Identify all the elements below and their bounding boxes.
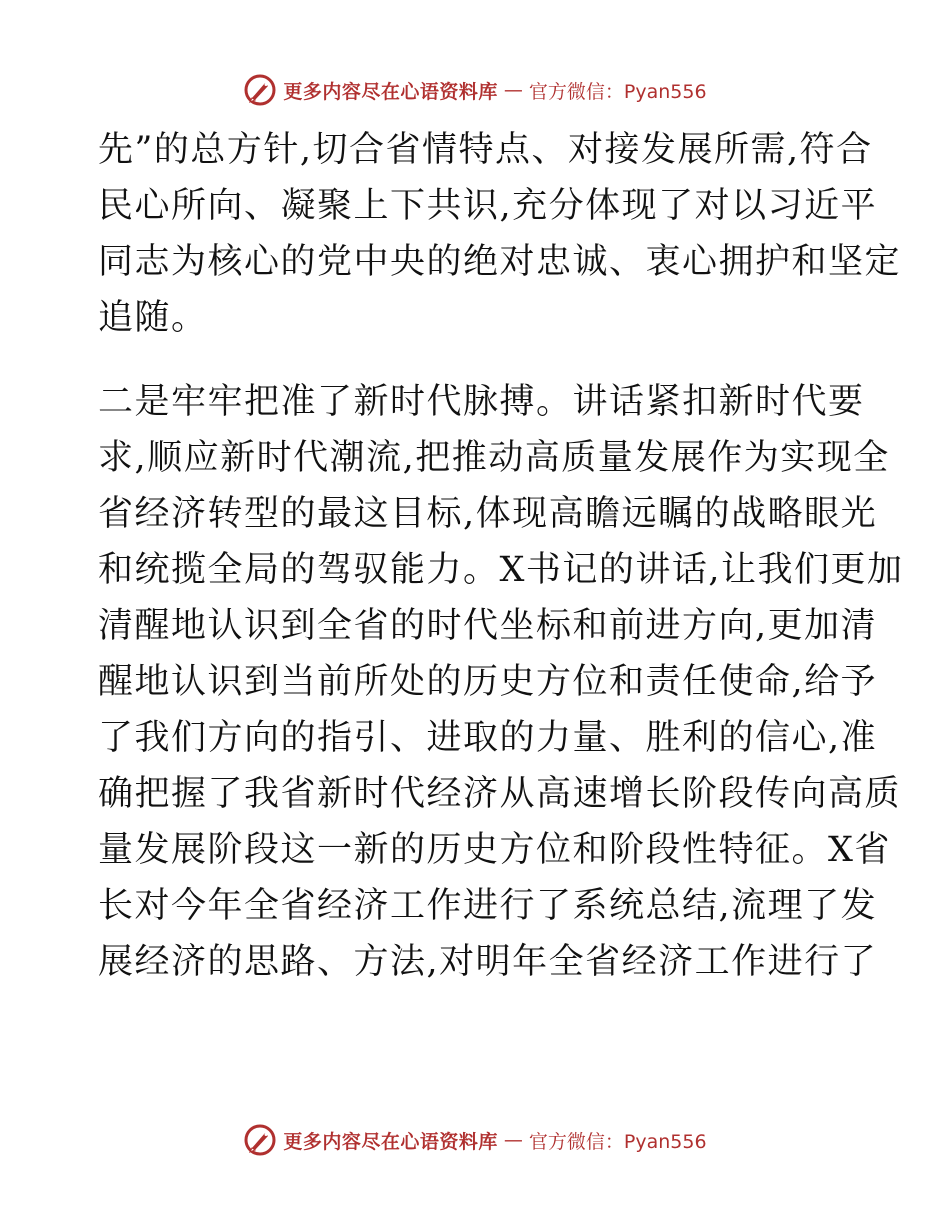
header-watermark [0,70,950,110]
text-line: 量发展阶段这一新的历史方位和阶段性特征。X省 [98,830,891,870]
watermark-separator: — [503,79,523,101]
text-line: 追随。 [98,298,208,338]
text-line: 同志为核心的党中央的绝对忠诚、衷心拥护和坚定 [98,242,902,282]
text-line: 确把握了我省新时代经济从高速增长阶段传向高质 [98,774,902,814]
pen-logo-icon [243,1123,277,1157]
text-line: 求,顺应新时代潮流,把推动高质量发展作为实现全 [98,438,890,478]
watermark-separator: — [503,1129,523,1151]
pen-logo-icon [243,73,277,107]
text-line: 和统揽全局的驾驭能力。X书记的讲话,让我们更加 [98,550,904,590]
text-line: 先”的总方针,切合省情特点、对接发展所需,符合 [98,130,873,170]
watermark-main-text: 更多内容尽在心语资料库 [283,80,498,103]
watermark-main-text: 更多内容尽在心语资料库 [283,1130,498,1153]
text-line: 民心所向、凝聚上下共识,充分体现了对以习近平 [98,186,878,226]
text-line: 长对今年全省经济工作进行了系统总结,流理了发 [98,886,878,926]
text-line: 展经济的思路、方法,对明年全省经济工作进行了 [98,942,878,982]
text-line: 二是牢牢把准了新时代脉搏。讲话紧扣新时代要 [98,382,865,422]
paragraph-gap [98,346,858,374]
paragraph-2 [98,374,904,990]
footer-watermark [0,1120,950,1160]
watermark-contact: 官方微信：Pyan556 [528,1130,707,1153]
watermark-contact: 官方微信：Pyan556 [528,80,707,103]
text-line: 了我们方向的指引、进取的力量、胜利的信心,准 [98,718,878,758]
text-line: 醒地认识到当前所处的历史方位和责任使命,给予 [98,662,878,702]
document-body [98,122,904,990]
paragraph-1 [98,122,902,346]
text-line: 省经济转型的最这目标,体现高瞻远瞩的战略眼光 [98,494,878,534]
text-line: 清醒地认识到全省的时代坐标和前进方向,更加清 [98,606,878,646]
